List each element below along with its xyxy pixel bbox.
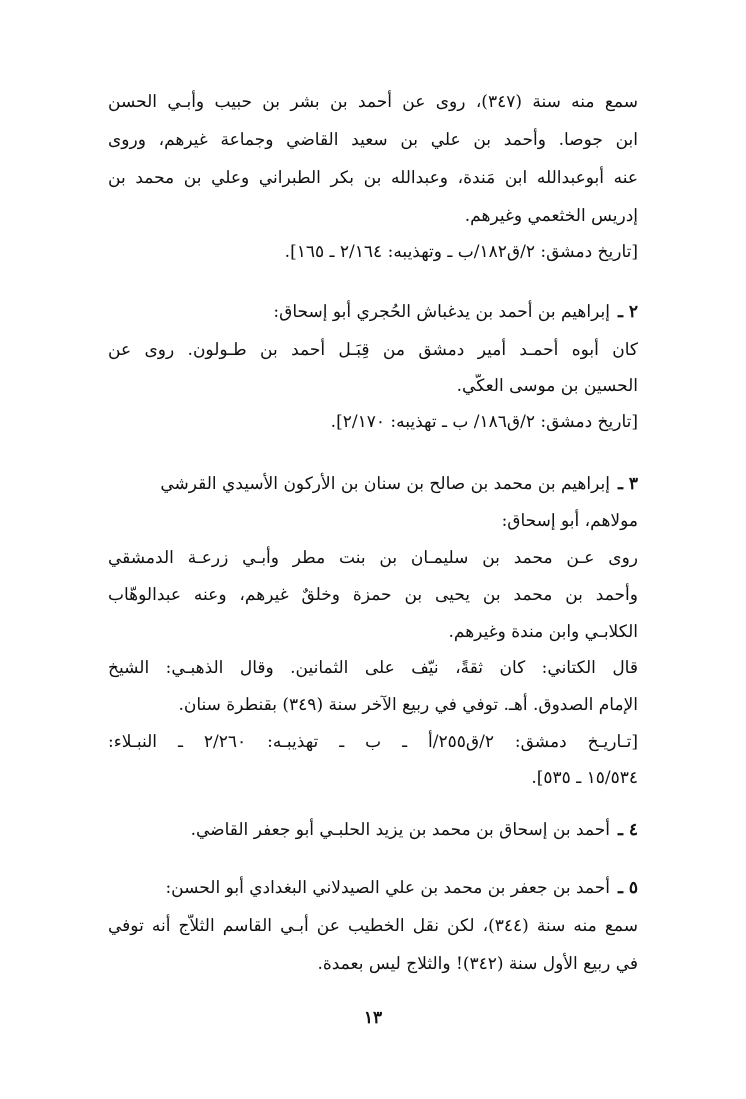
intro-line-2: ابن جوصا. وأحمد بن علي بن سعيد القاضي وجماعة غيرهم، وروى bbox=[108, 130, 638, 150]
entry-5-line-2: في ربيع الأول سنة (٣٤٢)! والثلاج ليس بعمدة. bbox=[317, 954, 638, 974]
entry-3-reference: [تـاريـخ دمشق: ٢/ق٢٥٥/أ ـ ب ـ تهذيبـه: ٢/٢٦٠ ـ النبـلاء: bbox=[108, 732, 638, 752]
entry-5-heading-row bbox=[108, 876, 638, 900]
entry-2-number: ٢ ـ bbox=[617, 302, 638, 322]
entry-5-number: ٥ ـ bbox=[617, 878, 638, 898]
entry-3-reference-cont: ١٥/٥٣٤ ـ ٥٣٥]. bbox=[531, 768, 638, 788]
entry-2-heading: إبراهيم بن أحمد بن يدغباش الحُجري أبو إسحاق: bbox=[273, 302, 610, 322]
entry-3-line-4: قال الكتاني: كان ثقةً، نيّف على الثمانين. وقال الذهبـي: الشيخ bbox=[108, 658, 638, 678]
intro-line-4: إدريس الخثعمي وغيرهم. bbox=[464, 206, 638, 226]
entry-2-line-2: الحسين بن موسى العكّي. bbox=[456, 376, 638, 396]
entry-3-number: ٣ ـ bbox=[617, 474, 638, 494]
intro-line-1: سمع منه سنة (٣٤٧)، روى عن أحمد بن بشر بن حبيب وأبـي الحسن bbox=[108, 92, 638, 112]
entry-2-heading-row bbox=[108, 300, 638, 324]
entry-2-line-1: كان أبوه أحمـد أمير دمشق من قِبَـل أحمد بن طـولون. روى عن bbox=[108, 340, 638, 360]
page-number: ١٣ bbox=[363, 1008, 383, 1028]
entry-3-heading: إبراهيم بن محمد بن صالح بن سنان بن الأركون الأُسيدي القرشي bbox=[160, 474, 610, 494]
entry-4-heading: أحمد بن إسحاق بن محمد بن يزيد الحلبـي أبو جعفر القاضي. bbox=[190, 820, 610, 840]
entry-3-heading-cont: مولاهم، أبو إسحاق: bbox=[501, 511, 638, 531]
entry-5-line-1: سمع منه سنة (٣٤٤)، لكن نقل الخطيب عن أبـي القاسم الثلاّج أنه توفي bbox=[108, 916, 638, 936]
entry-4-heading-row bbox=[108, 818, 638, 842]
entry-4-number: ٤ ـ bbox=[617, 820, 638, 840]
intro-line-3: عنه أبوعبدالله ابن مَندة، وعبدالله بن بكر الطبراني وعلي بن محمد بن bbox=[108, 168, 638, 188]
entry-3-line-1: روى عـن محمد بن سليمـان بن بنت مطر وأبـي زرعـة الدمشقي bbox=[108, 548, 638, 568]
entry-3-line-5: الإمام الصدوق. أهـ. توفي في ربيع الآخر سنة (٣٤٩) بقنطرة سنان. bbox=[178, 695, 638, 715]
entry-3-line-3: الكلابـي وابن مندة وغيرهم. bbox=[448, 622, 638, 642]
entry-3-line-2: وأحمد بن محمد بن يحيى بن حمزة وخلقٌ غيرهم، وعنه عبدالوهّاب bbox=[108, 585, 638, 605]
entry-5-heading: أحمد بن جعفر بن محمد بن علي الصيدلاني البغدادي أبو الحسن: bbox=[165, 878, 610, 898]
entry-3-heading-row bbox=[108, 472, 638, 496]
entry-2-reference: [تاريخ دمشق: ٢/ق١٨٦/ ب ـ تهذيبه: ٢/١٧٠]. bbox=[330, 412, 638, 432]
intro-reference: [تاريخ دمشق: ٢/ق١٨٢/ب ـ وتهذيبه: ٢/١٦٤ ـ ١٦٥]. bbox=[284, 242, 638, 262]
